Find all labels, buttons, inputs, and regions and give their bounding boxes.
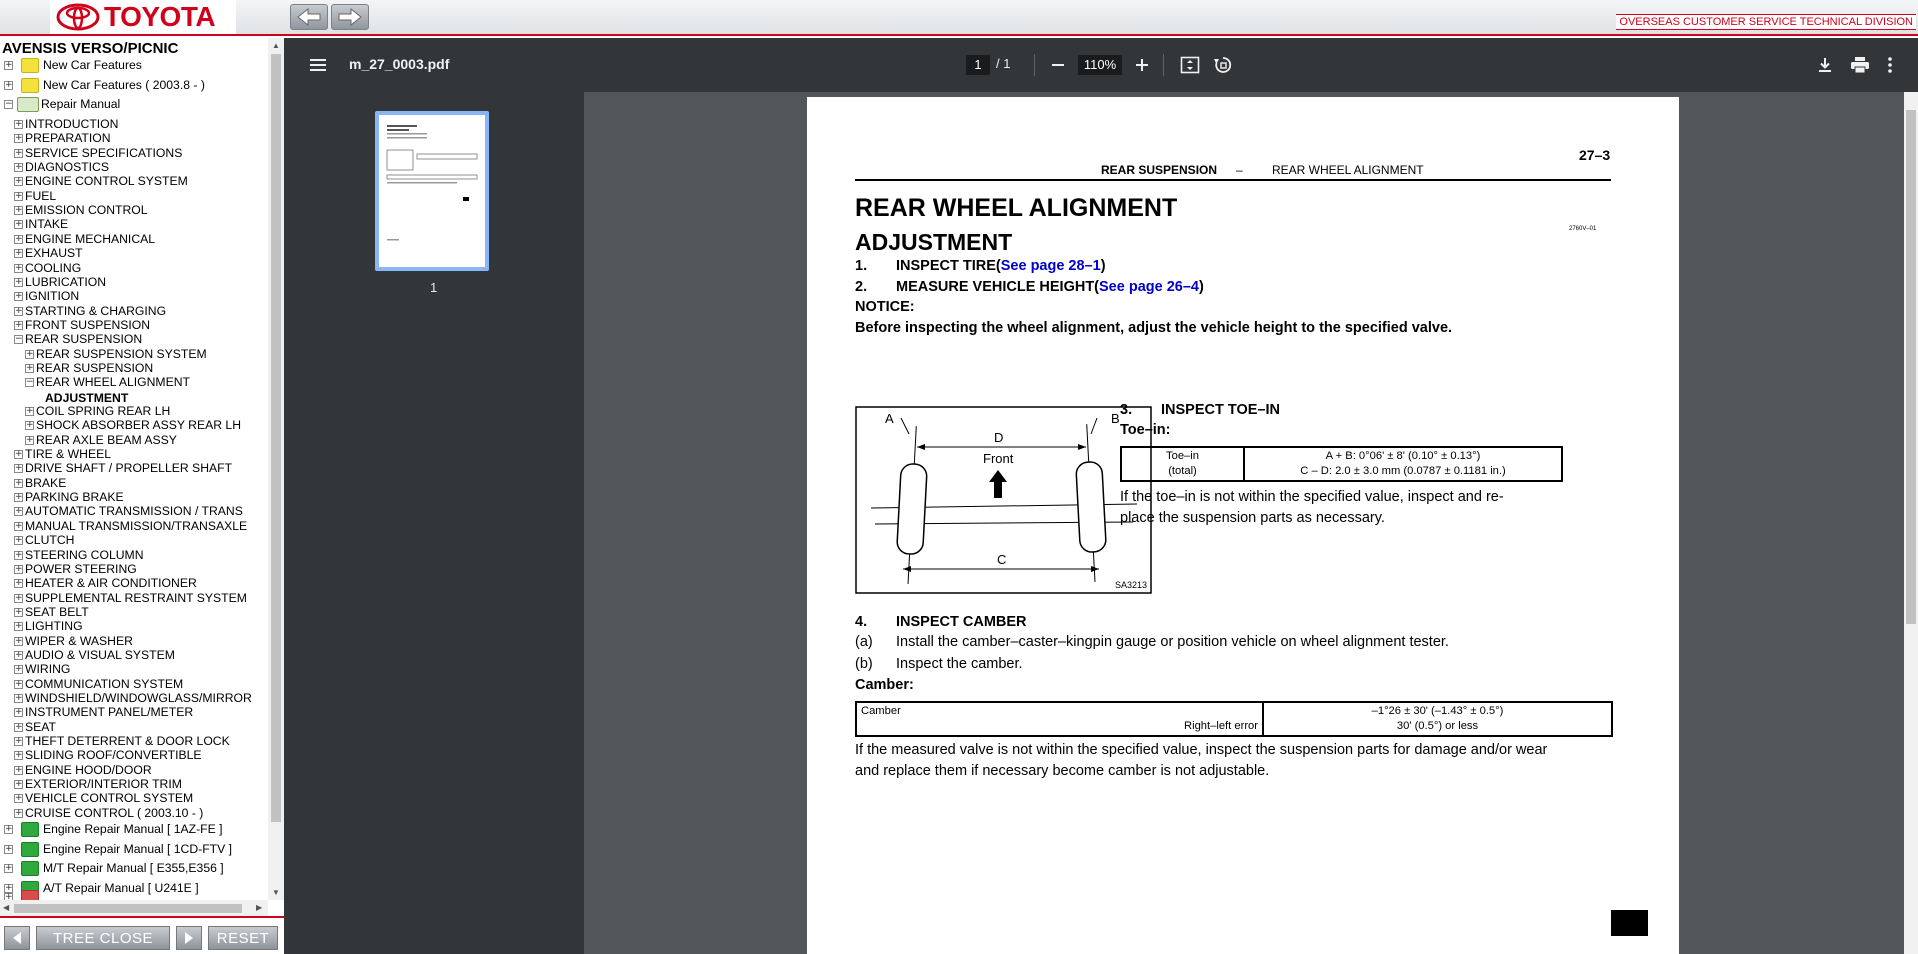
tree-item[interactable]: + SLIDING ROOF/CONVERTIBLE (15, 748, 202, 763)
step-2-number: 2. (855, 279, 868, 295)
tree-item[interactable]: + COOLING (15, 260, 82, 275)
doc-subtitle: ADJUSTMENT (855, 229, 1013, 255)
camber-note-line-2: and replace them if necessary become camber is not adjustable. (855, 763, 1270, 779)
left-triangle-icon (11, 931, 23, 945)
camber-spec-table (855, 701, 1613, 737)
toolbar-divider (1034, 54, 1035, 76)
tree-item[interactable]: + FRONT SUSPENSION (15, 317, 151, 332)
step-4-number: 4. (855, 614, 868, 630)
expand-icon[interactable]: + (15, 119, 23, 129)
expand-icon[interactable]: + (5, 60, 13, 70)
tree-item[interactable]: + EMISSION CONTROL (15, 203, 148, 218)
tree-item[interactable]: + STEERING COLUMN (15, 547, 144, 562)
tree-vertical-scrollbar[interactable] (268, 38, 284, 900)
forward-arrow-icon (337, 8, 363, 26)
expand-icon[interactable]: + (15, 721, 23, 732)
doc-running-head-subsection: REAR WHEEL ALIGNMENT (1272, 163, 1424, 177)
expand-icon[interactable]: + (15, 807, 23, 818)
tree-close-button[interactable]: TREE CLOSE (36, 926, 170, 950)
expand-icon[interactable]: + (15, 764, 23, 775)
tree-item[interactable]: + SUPPLEMENTAL RESTRAINT SYSTEM (15, 590, 247, 605)
expand-icon[interactable]: + (5, 863, 13, 874)
expand-icon[interactable]: + (15, 276, 23, 287)
tree-item[interactable]: + WIPER & WASHER (15, 633, 133, 648)
tree-horizontal-scrollbar[interactable] (0, 900, 268, 916)
tree-item[interactable]: + REAR SUSPENSION (26, 360, 154, 375)
forward-button[interactable] (331, 4, 369, 30)
expand-icon[interactable]: + (15, 190, 23, 201)
scroll-up-icon[interactable]: ▲ (272, 41, 280, 50)
notice-label: NOTICE: (855, 299, 915, 315)
expand-icon[interactable]: + (26, 362, 34, 373)
step-4a-number: (a) (855, 634, 873, 650)
expand-icon[interactable]: + (15, 693, 23, 703)
expand-icon[interactable]: + (15, 592, 23, 603)
doc-title: REAR WHEEL ALIGNMENT (855, 194, 1178, 222)
toe-in-label: Toe–in: (1120, 422, 1171, 438)
navigation-tree-panel (0, 38, 284, 916)
print-icon[interactable] (1850, 56, 1870, 74)
scroll-down-icon[interactable]: ▼ (272, 888, 280, 897)
expand-icon[interactable]: + (15, 492, 23, 503)
expand-icon[interactable]: + (5, 892, 13, 900)
tree-item[interactable]: + DRIVE SHAFT / PROPELLER SHAFT (15, 461, 233, 476)
tree-item[interactable]: + IGNITION (15, 289, 80, 304)
tree-book-manual[interactable]: + M/T Repair Manual [ E355,E356 ] (5, 861, 224, 876)
tree-next-button[interactable] (176, 926, 202, 950)
tree-item[interactable]: + MANUAL TRANSMISSION/TRANSAXLE (15, 518, 248, 533)
expand-icon[interactable]: + (15, 678, 23, 689)
table-cell: Camber Right–left error (856, 702, 1263, 736)
fig-label-front: Front (983, 451, 1014, 466)
expand-icon[interactable]: + (15, 549, 23, 560)
tree-item[interactable]: + EXHAUST (15, 246, 83, 261)
tree-item[interactable]: + INTRODUCTION (15, 117, 119, 131)
step-4b: Inspect the camber. (896, 656, 1023, 672)
right-triangle-icon (183, 931, 195, 945)
scroll-thumb[interactable] (271, 54, 281, 822)
tree-item[interactable]: + VEHICLE CONTROL SYSTEM (15, 791, 194, 806)
doc-running-head-dash: – (1236, 163, 1243, 177)
tree-item[interactable]: + WIRING (15, 662, 71, 677)
expand-icon[interactable]: + (15, 147, 23, 158)
expand-icon[interactable]: + (15, 793, 23, 804)
step-1-number: 1. (855, 258, 868, 274)
expand-icon[interactable]: + (15, 664, 23, 675)
tree-book-new-car-features[interactable]: + New Car Features (5, 58, 142, 72)
expand-icon[interactable]: + (15, 750, 23, 761)
tree-book-manual[interactable]: + A/T Repair Manual [ U241E ] (5, 880, 199, 895)
table-cell: Toe–in (total) (1121, 447, 1244, 481)
link-see-page-26-4[interactable]: See page 26–4 (1099, 279, 1199, 295)
book-icon (21, 58, 39, 73)
toyota-emblem-icon (56, 3, 100, 31)
step-4b-number: (b) (855, 656, 873, 672)
menu-icon[interactable] (309, 57, 327, 73)
tree-item[interactable]: + EXTERIOR/INTERIOR TRIM (15, 777, 182, 792)
tree-item[interactable]: + HEATER & AIR CONDITIONER (15, 576, 197, 591)
expand-icon[interactable]: + (15, 319, 23, 330)
pdf-page (807, 97, 1679, 954)
tree-item[interactable]: + WINDSHIELD/WINDOWGLASS/MIRROR (15, 691, 252, 705)
tree-item[interactable]: + SERVICE SPECIFICATIONS (15, 145, 183, 160)
reset-button[interactable]: RESET (208, 926, 278, 950)
top-bar (0, 0, 1918, 36)
page-number-input[interactable]: 1 (966, 55, 990, 75)
expand-icon[interactable]: + (15, 262, 23, 273)
expand-icon[interactable]: + (15, 779, 23, 790)
toolbar-divider (1163, 54, 1164, 76)
expand-icon[interactable]: + (15, 520, 23, 531)
expand-icon[interactable]: + (15, 649, 23, 660)
fig-label-a: A (885, 411, 894, 426)
brand-name: TOYOTA (104, 1, 216, 32)
page-mark (1611, 910, 1648, 936)
table-cell: –1°26 ± 30' (–1.43° ± 0.5°) 30' (0.5°) or less (1263, 702, 1612, 736)
tree-item[interactable]: + PREPARATION (15, 131, 111, 146)
tree-item[interactable]: + COIL SPRING REAR LH (26, 404, 171, 418)
tree-item[interactable]: + STARTING & CHARGING (15, 303, 167, 318)
scroll-thumb[interactable] (1906, 110, 1916, 624)
tree-title: AVENSIS VERSO/PICNIC (2, 40, 179, 57)
page-thumbnail[interactable] (375, 111, 489, 271)
division-label: OVERSEAS CUSTOMER SERVICE TECHNICAL DIVISION (1616, 14, 1916, 30)
tree-item[interactable]: + BRAKE (15, 475, 67, 490)
tree-item[interactable]: + CLUTCH (15, 533, 75, 548)
page-total: / 1 (996, 56, 1011, 71)
tree-item[interactable]: − REAR WHEEL ALIGNMENT (26, 375, 190, 390)
link-see-page-28-1[interactable]: See page 28–1 (1000, 258, 1101, 274)
expand-icon[interactable]: + (26, 406, 34, 416)
back-arrow-icon (296, 8, 322, 26)
tree-book-new-car-features-2003[interactable]: + New Car Features ( 2003.8 - ) (5, 78, 205, 92)
tree-item[interactable]: + THEFT DETERRENT & DOOR LOCK (15, 734, 230, 749)
toe-in-figure (855, 406, 1152, 594)
camber-note-line-1: If the measured valve is not within the specified value, inspect the suspension parts for damage and/or wear (855, 742, 1548, 758)
expand-icon[interactable]: + (15, 248, 23, 259)
pdf-filename: m_27_0003.pdf (349, 56, 450, 72)
tree-item[interactable]: + LUBRICATION (15, 274, 107, 289)
book-icon (21, 78, 39, 93)
tree-item[interactable]: + SHOCK ABSORBER ASSY REAR LH (26, 418, 242, 433)
tree-item[interactable]: + PARKING BRAKE (15, 490, 124, 505)
expand-icon[interactable]: + (15, 477, 23, 488)
tree-item[interactable]: + SEAT (15, 719, 56, 734)
scroll-left-icon[interactable]: ◀ (3, 903, 10, 912)
expand-icon[interactable]: + (15, 563, 23, 574)
expand-icon[interactable]: + (15, 205, 23, 216)
step-1: INSPECT TIRE(See page 28–1) (896, 258, 1106, 274)
expand-icon[interactable]: + (26, 434, 34, 445)
back-button[interactable] (290, 4, 328, 30)
tree-book-manual[interactable]: + Engine Repair Manual [ 1AZ-FE ] (5, 822, 223, 836)
toyota-logo (50, 0, 236, 34)
zoom-out-icon[interactable] (1050, 57, 1066, 73)
pdf-toolbar (284, 38, 1918, 92)
expand-icon[interactable]: + (15, 463, 23, 474)
tree-item[interactable]: + INSTRUMENT PANEL/METER (15, 705, 194, 720)
step-3: INSPECT TOE–IN (1161, 402, 1280, 418)
expand-icon[interactable]: + (5, 882, 13, 893)
document-scrollbar[interactable] (1904, 92, 1918, 954)
expand-icon[interactable]: + (15, 606, 23, 617)
zoom-input[interactable]: 110% (1078, 55, 1122, 75)
thumbnail-sidebar (284, 92, 584, 954)
tree-item[interactable]: + ENGINE CONTROL SYSTEM (15, 174, 188, 189)
expand-icon[interactable]: + (15, 635, 23, 646)
fig-label-d: D (994, 430, 1004, 445)
header-rule (855, 179, 1611, 181)
tree-item[interactable]: + DIAGNOSTICS (15, 160, 109, 175)
tree-book-repair-manual[interactable]: − Repair Manual (5, 97, 121, 111)
step-2: MEASURE VEHICLE HEIGHT(See page 26–4) (896, 279, 1204, 295)
tree-prev-button[interactable] (4, 926, 30, 950)
scroll-right-icon[interactable]: ▶ (256, 903, 263, 912)
tree-item[interactable]: + REAR SUSPENSION SYSTEM (26, 346, 207, 361)
expand-icon[interactable]: + (15, 305, 23, 316)
tree-book-partial[interactable] (4, 890, 43, 900)
expand-icon[interactable]: + (15, 578, 23, 589)
tree-item[interactable]: + CRUISE CONTROL ( 2003.10 - ) (15, 805, 204, 820)
pdf-viewer (284, 38, 1918, 954)
more-options-icon[interactable] (1886, 56, 1894, 74)
download-icon[interactable] (1816, 56, 1834, 74)
tree-item[interactable]: + LIGHTING (15, 619, 83, 634)
tree-item[interactable]: + AUTOMATIC TRANSMISSION / TRANS (15, 504, 243, 519)
fit-page-icon[interactable] (1180, 56, 1200, 74)
navigation-tree (0, 38, 268, 900)
tree-item[interactable]: + ENGINE HOOD/DOOR (15, 762, 152, 777)
rotate-icon[interactable] (1213, 55, 1233, 75)
zoom-in-icon[interactable] (1134, 57, 1150, 73)
toe-in-note-line-1: If the toe–in is not within the specified value, inspect and re- (1120, 489, 1504, 505)
tree-item[interactable]: + AUDIO & VISUAL SYSTEM (15, 647, 175, 662)
tree-book-manual[interactable]: + Engine Repair Manual [ 1CD-FTV ] (5, 841, 232, 856)
tree-item[interactable]: + TIRE & WHEEL (15, 447, 112, 462)
expand-icon[interactable]: + (5, 80, 13, 90)
book-icon (21, 822, 39, 837)
tree-item[interactable]: + POWER STEERING (15, 561, 137, 576)
expand-icon[interactable]: + (15, 449, 23, 460)
expand-icon[interactable]: + (15, 133, 23, 144)
book-icon (21, 890, 39, 900)
expand-icon[interactable]: + (15, 506, 23, 517)
expand-icon[interactable]: + (15, 707, 23, 718)
step-4: INSPECT CAMBER (896, 614, 1027, 630)
collapse-icon[interactable]: − (5, 99, 13, 109)
tree-item[interactable]: + SEAT BELT (15, 604, 89, 619)
book-icon (21, 861, 39, 876)
expand-icon[interactable]: + (15, 291, 23, 302)
tree-item-adjustment-selected[interactable]: ADJUSTMENT (45, 391, 129, 405)
tree-item[interactable]: + INTAKE (15, 217, 69, 232)
collapse-icon[interactable]: − (26, 377, 34, 388)
page-thumbnail-preview (379, 115, 485, 267)
book-icon (21, 842, 39, 857)
thumbnail-page-label: 1 (430, 280, 438, 295)
expand-icon[interactable]: + (15, 219, 23, 230)
expand-icon[interactable]: + (5, 824, 13, 834)
expand-icon[interactable]: + (26, 348, 34, 359)
toe-in-note-line-2: place the suspension parts as necessary. (1120, 510, 1385, 526)
tree-item[interactable]: + FUEL (15, 188, 57, 203)
step-3-number: 3. (1120, 402, 1133, 418)
expand-icon[interactable]: + (15, 176, 23, 187)
fig-label-b: B (1111, 411, 1120, 426)
notice-text: Before inspecting the wheel alignment, adjust the vehicle height to the specified valve. (855, 320, 1453, 336)
tree-bottom-bar (0, 916, 284, 954)
open-book-icon (17, 97, 39, 112)
table-cell: A + B: 0°06' ± 8' (0.10° ± 0.13°) C – D: 2.0 ± 3.0 mm (0.0787 ± 0.1181 in.) (1244, 447, 1562, 481)
scroll-thumb[interactable] (14, 904, 242, 913)
doc-code: 2760V–01 (1569, 226, 1597, 232)
expand-icon[interactable]: + (26, 420, 34, 431)
step-4a: Install the camber–caster–kingpin gauge or position vehicle on wheel alignment tester. (896, 634, 1449, 650)
camber-label: Camber: (855, 677, 914, 693)
tree-item[interactable]: + COMMUNICATION SYSTEM (15, 676, 184, 691)
expand-icon[interactable]: + (15, 233, 23, 244)
tree-item[interactable]: + ENGINE MECHANICAL (15, 231, 156, 246)
doc-running-head-section: REAR SUSPENSION (1101, 163, 1218, 177)
tree-item[interactable]: − REAR SUSPENSION (15, 332, 143, 347)
collapse-icon[interactable]: − (15, 334, 23, 345)
expand-icon[interactable]: + (5, 843, 13, 854)
fig-code: SA3213 (1115, 580, 1148, 590)
doc-page-number: 27–3 (1579, 147, 1611, 163)
toe-in-spec-table (1120, 446, 1563, 482)
expand-icon[interactable]: + (15, 621, 23, 632)
expand-icon[interactable]: + (15, 162, 23, 173)
tree-item[interactable]: + REAR AXLE BEAM ASSY (26, 432, 177, 447)
fig-label-c: C (997, 552, 1007, 567)
table-row (856, 702, 1612, 736)
expand-icon[interactable]: + (15, 736, 23, 747)
expand-icon[interactable]: + (15, 535, 23, 546)
table-row (1121, 447, 1562, 481)
